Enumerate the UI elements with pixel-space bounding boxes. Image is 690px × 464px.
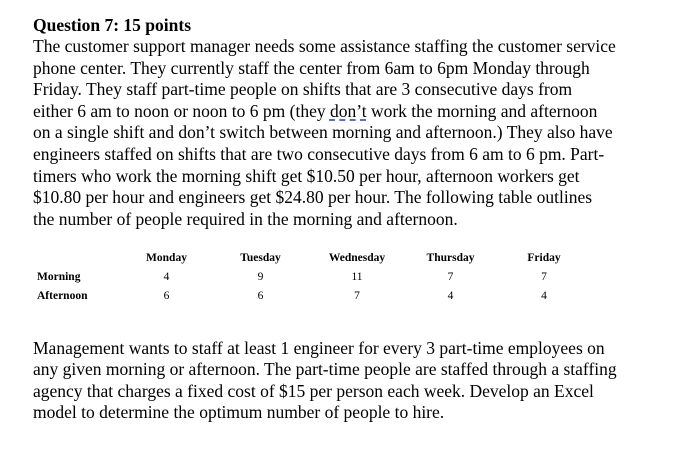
intro-line-9: the number of people required in the morning and afternoon. xyxy=(33,208,458,229)
cell-afternoon-friday: 4 xyxy=(541,289,547,302)
intro-line-5: on a single shift and don’t switch between morning and afternoon.) They also have xyxy=(33,122,613,143)
row-label-morning: Morning xyxy=(37,270,81,283)
intro-line-4-end: work the morning and afternoon xyxy=(366,100,598,121)
table-row-morning xyxy=(37,267,584,286)
cell-afternoon-wednesday: 7 xyxy=(354,289,360,302)
intro-paragraph xyxy=(33,36,673,230)
table-row-afternoon xyxy=(37,286,584,305)
intro-line-4 xyxy=(33,101,673,123)
cell-afternoon-monday: 6 xyxy=(163,289,170,302)
intro-line-3: Friday. They staff part-time people on shifts that are 3 consecutive days from xyxy=(33,79,573,100)
table-corner-cell xyxy=(37,248,129,267)
cell-afternoon-thursday: 4 xyxy=(447,289,454,302)
cell-morning-friday: 7 xyxy=(541,270,547,283)
row-label-afternoon: Afternoon xyxy=(37,289,88,302)
intro-line-6: engineers staffed on shifts that are two consecutive days from 6 am to 6 pm. Part- xyxy=(33,143,605,164)
header-wednesday: Wednesday xyxy=(328,251,386,264)
conclusion-line-2: any given morning or afternoon. The part-time people are staffed through a staffing xyxy=(33,359,617,380)
dont-word-flagged[interactable]: don’t xyxy=(329,100,367,121)
intro-line-7: timers who work the morning shift get $10.50 per hour, afternoon workers get xyxy=(33,165,580,186)
intro-line-8: $10.80 per hour and engineers get $24.80 per hour. The following table outlines xyxy=(33,187,593,208)
cell-afternoon-tuesday: 6 xyxy=(257,289,264,302)
staffing-requirements-table xyxy=(37,248,584,305)
cell-morning-tuesday: 9 xyxy=(257,270,264,283)
question-document xyxy=(33,14,673,423)
question-title: Question 7: 15 points xyxy=(33,15,192,35)
header-friday: Friday xyxy=(527,251,561,264)
conclusion-line-1: Management wants to staff at least 1 engineer for every 3 part-time employees on xyxy=(33,337,605,358)
header-thursday: Thursday xyxy=(426,251,475,264)
cell-morning-monday: 4 xyxy=(163,270,170,283)
conclusion-paragraph xyxy=(33,338,617,424)
header-tuesday: Tuesday xyxy=(240,251,281,264)
intro-line-2: phone center. They currently staff the center from 6am to 6pm Monday through xyxy=(33,57,590,78)
header-monday: Monday xyxy=(146,251,187,264)
conclusion-line-4: model to determine the optimum number of people to hire. xyxy=(33,402,445,423)
intro-line-1: The customer support manager needs some assistance staffing the customer service xyxy=(33,36,616,56)
table-header-row xyxy=(37,248,584,267)
intro-line-4-start: either 6 am to noon or noon to 6 pm (they xyxy=(33,100,330,121)
conclusion-line-3: agency that charges a fixed cost of $15 per person each week. Develop an Excel xyxy=(33,380,594,401)
cell-morning-wednesday: 11 xyxy=(351,270,363,283)
cell-morning-thursday: 7 xyxy=(447,270,454,283)
